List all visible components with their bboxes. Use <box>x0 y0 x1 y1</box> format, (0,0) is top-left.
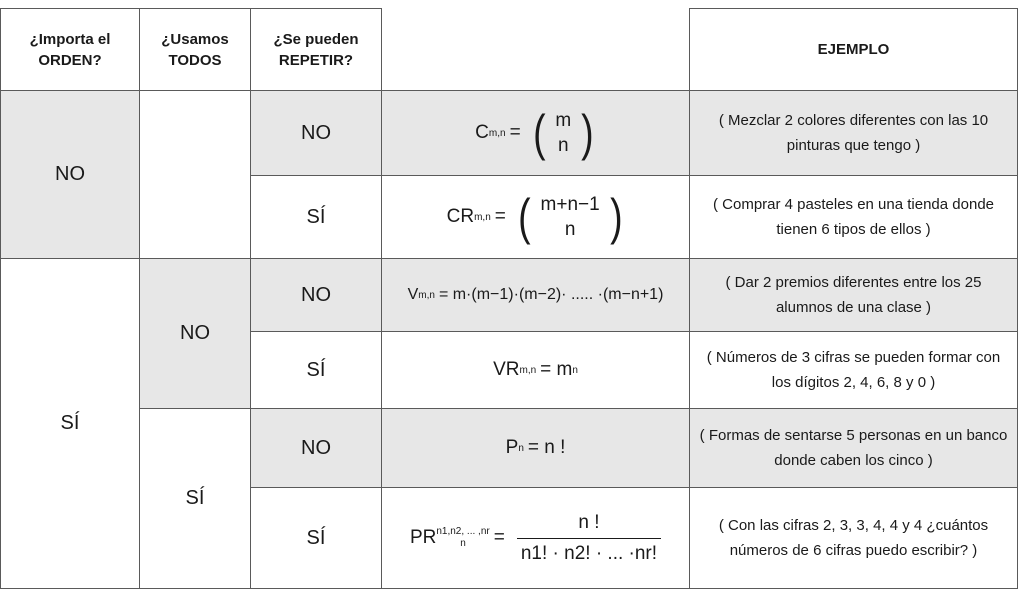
formula-v-sub: m,n <box>418 289 435 301</box>
formula-combinaciones-rep <box>381 175 690 259</box>
formula-p-body: = n ! <box>527 437 566 458</box>
formula-v-symbol: V <box>407 286 419 303</box>
binomial-top: m+n−1 <box>540 194 600 215</box>
repetir-cell-4 <box>250 331 382 409</box>
repetir-cell-6 <box>250 487 382 589</box>
formula-cr-eq: = <box>494 206 506 227</box>
fraction-numerator: n ! <box>578 511 600 533</box>
example-text-4: ( Números de 3 cifras se pueden formar con los dígitos 2, 4, 6, 8 y 0 ) <box>706 349 1001 391</box>
repetir-label-3: NO <box>301 283 331 306</box>
formula-c-sub: m,n <box>488 127 506 139</box>
todos-no-label: NO <box>180 322 210 344</box>
orden-no-cell <box>0 90 140 259</box>
example-cell-4 <box>689 331 1018 409</box>
repetir-cell-2 <box>250 175 382 259</box>
formula-c-eq: = <box>509 122 521 143</box>
formula-combinaciones <box>381 90 690 176</box>
left-paren: ( <box>532 105 546 161</box>
example-text-5: ( Formas de sentarse 5 personas en un banco donde caben los cinco ) <box>699 427 1008 469</box>
example-text-3: ( Dar 2 premios diferentes entre los 25 alumnos de una clase ) <box>725 274 982 316</box>
repetir-label-2: SÍ <box>306 205 326 228</box>
repetir-label-5: NO <box>301 436 331 459</box>
header-repetir <box>250 8 382 91</box>
fraction-denominator: n1! · n2! · ... ·nr! <box>517 538 661 565</box>
orden-si-label: SÍ <box>60 412 80 434</box>
formula-cr-symbol: CR <box>446 206 475 227</box>
formula-v-body: = m·(m−1)·(m−2)· ..... ·(m−n+1) <box>438 286 664 303</box>
example-cell-1 <box>689 90 1018 176</box>
formula-vr-symbol: VR <box>493 359 520 380</box>
formula-permutaciones <box>381 408 690 488</box>
formula-variaciones <box>381 258 690 332</box>
formula-variaciones-rep <box>381 331 690 409</box>
todos-empty-cell <box>139 90 251 259</box>
repetir-cell-1 <box>250 90 382 176</box>
binomial-top: m <box>555 110 572 131</box>
repetir-cell-3 <box>250 258 382 332</box>
fraction <box>517 512 661 565</box>
header-orden <box>0 8 140 91</box>
formula-p-symbol: P <box>505 437 519 458</box>
formula-pr-eq: = <box>493 527 505 548</box>
formula-pr-indices <box>436 526 489 550</box>
example-cell-3 <box>689 258 1018 332</box>
example-text-2: ( Comprar 4 pasteles en una tienda donde tienen 6 tipos de ellos ) <box>712 196 994 238</box>
header-orden-label: ¿Importa el ORDEN? <box>29 30 111 69</box>
binomial-c <box>531 105 596 161</box>
binomial-stack <box>533 192 608 242</box>
header-ejemplo-label: EJEMPLO <box>817 41 890 58</box>
repetir-cell-5 <box>250 408 382 488</box>
right-paren: ) <box>609 189 623 245</box>
binomial-bottom: n <box>564 219 576 240</box>
repetir-label-4: SÍ <box>306 358 326 381</box>
formula-vr-sub: m,n <box>519 364 537 376</box>
example-cell-2 <box>689 175 1018 259</box>
header-todos <box>139 8 251 91</box>
formula-p-sub: n <box>518 442 524 454</box>
repetir-label-6: SÍ <box>306 526 326 549</box>
binomial-bottom: n <box>557 135 569 156</box>
example-text-6: ( Con las cifras 2, 3, 3, 4, 4 y 4 ¿cuántos números de 6 cifras puedo escribir? ) <box>718 517 989 559</box>
formula-pr-sup: n1,n2, ... ,nr <box>436 526 490 537</box>
header-repetir-label: ¿Se pueden REPETIR? <box>273 30 359 69</box>
todos-no-cell <box>139 258 251 409</box>
formula-vr-body: = m <box>540 359 573 380</box>
example-cell-6 <box>689 487 1018 589</box>
formula-permutaciones-rep <box>381 487 690 589</box>
orden-no-label: NO <box>55 163 85 185</box>
formula-pr-sub: n <box>460 538 466 549</box>
binomial-stack <box>547 108 579 158</box>
formula-pr-symbol: PR <box>409 527 437 548</box>
header-ejemplo <box>689 8 1018 91</box>
example-cell-5 <box>689 408 1018 488</box>
todos-si-cell <box>139 408 251 589</box>
formula-c-symbol: C <box>475 122 489 143</box>
formula-vr-sup: n <box>572 364 578 376</box>
formula-cr-sub: m,n <box>474 211 491 223</box>
binomial-cr <box>516 189 624 245</box>
repetir-label-1: NO <box>301 121 331 144</box>
todos-si-label: SÍ <box>185 487 205 509</box>
header-todos-label: ¿Usamos TODOS <box>161 30 229 69</box>
orden-si-cell <box>0 258 140 589</box>
left-paren: ( <box>517 189 531 245</box>
example-text-1: ( Mezclar 2 colores diferentes con las 10 pinturas que tengo ) <box>718 112 989 154</box>
right-paren: ) <box>581 105 594 161</box>
